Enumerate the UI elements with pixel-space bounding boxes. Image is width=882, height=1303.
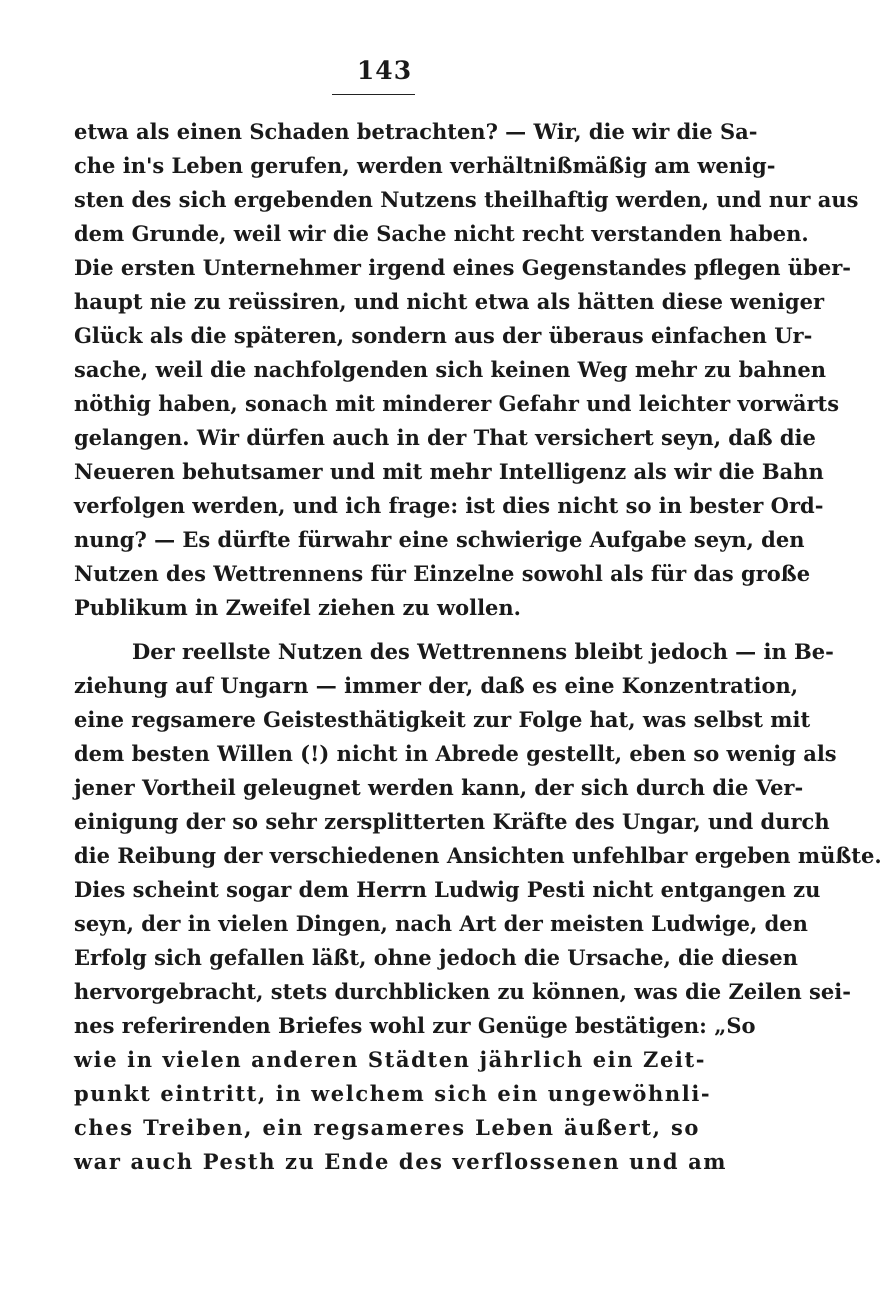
- text-line: jener Vortheil geleugnet werden kann, der sich durch die Ver-: [74, 775, 804, 800]
- text-line: nes referirenden Briefes wohl zur Genüge bestätigen: „So: [74, 1013, 756, 1038]
- text-line-spaced: war auch Pesth zu Ende des verflossenen und am: [74, 1149, 728, 1174]
- text-line: etwa als einen Schaden betrachten? — Wir, die wir die Sa-: [74, 119, 758, 144]
- text-line-spaced: punkt eintritt, in welchem sich ein ungewöhnli-: [74, 1081, 712, 1106]
- text-line: Publikum in Zweifel ziehen zu wollen.: [74, 595, 521, 620]
- text-line: Die ersten Unternehmer irgend eines Gegenstandes pflegen über-: [74, 255, 851, 280]
- text-line: nöthig haben, sonach mit minderer Gefahr und leichter vorwärts: [74, 391, 840, 416]
- text-line: ziehung auf Ungarn — immer der, daß es eine Konzentration,: [74, 673, 799, 698]
- text-line-spaced: ches Treiben, ein regsameres Leben äußert, so: [74, 1115, 700, 1140]
- text-line: Der reellste Nutzen des Wettrennens bleibt jedoch — in Be-: [132, 639, 834, 664]
- text-line: hervorgebracht, stets durchblicken zu können, was die Zeilen sei-: [74, 979, 851, 1004]
- text-line: verfolgen werden, und ich frage: ist dies nicht so in bester Ord-: [74, 493, 824, 518]
- text-line: eine regsamere Geistesthätigkeit zur Folge hat, was selbst mit: [74, 707, 811, 732]
- text-line: che in's Leben gerufen, werden verhältnißmäßig am wenig-: [74, 153, 776, 178]
- text-line: Glück als die späteren, sondern aus der überaus einfachen Ur-: [74, 323, 813, 348]
- text-line: haupt nie zu reüssiren, und nicht etwa als hätten diese weniger: [74, 289, 825, 314]
- text-line: seyn, der in vielen Dingen, nach Art der meisten Ludwige, den: [74, 911, 808, 936]
- text-line: Nutzen des Wettrennens für Einzelne sowohl als für das große: [74, 561, 811, 586]
- header-rule: [332, 94, 415, 95]
- page-number: 143: [356, 56, 413, 85]
- text-line: dem Grunde, weil wir die Sache nicht recht verstanden haben.: [74, 221, 809, 246]
- text-line: Neueren behutsamer und mit mehr Intelligenz als wir die Bahn: [74, 459, 824, 484]
- text-line: sten des sich ergebenden Nutzens theilhaftig werden, und nur aus: [74, 187, 859, 212]
- text-line: Dies scheint sogar dem Herrn Ludwig Pesti nicht entgangen zu: [74, 877, 821, 902]
- text-line: die Reibung der verschiedenen Ansichten unfehlbar ergeben müßte.: [74, 843, 882, 868]
- text-line: Erfolg sich gefallen läßt, ohne jedoch die Ursache, die diesen: [74, 945, 798, 970]
- text-line-spaced: wie in vielen anderen Städten jährlich ein Zeit-: [74, 1047, 707, 1072]
- text-line: sache, weil die nachfolgenden sich keinen Weg mehr zu bahnen: [74, 357, 827, 382]
- text-line: nung? — Es dürfte fürwahr eine schwierige Aufgabe seyn, den: [74, 527, 805, 552]
- text-line: dem besten Willen (!) nicht in Abrede gestellt, eben so wenig als: [74, 741, 837, 766]
- text-line: einigung der so sehr zersplitterten Kräfte des Ungar, und durch: [74, 809, 830, 834]
- text-line: gelangen. Wir dürfen auch in der That versichert seyn, daß die: [74, 425, 816, 450]
